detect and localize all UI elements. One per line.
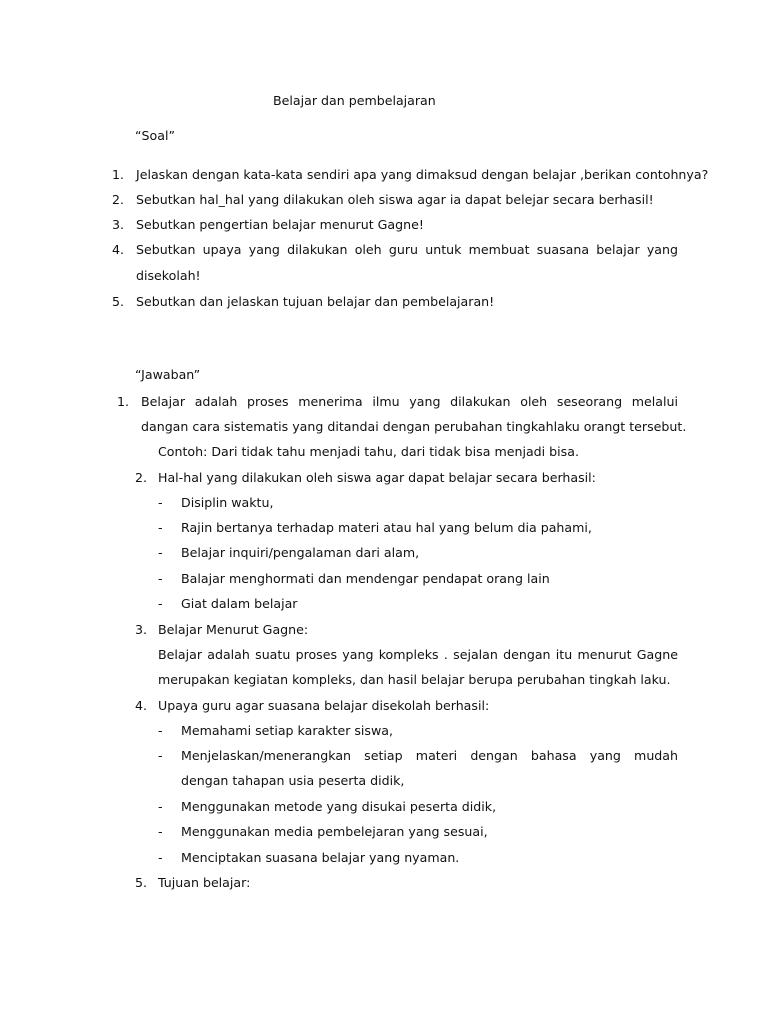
- soal-item-text: Jelaskan dengan kata-kata sendiri apa yang dimaksud dengan belajar ,berikan contohnya?: [136, 167, 709, 182]
- soal-item-text: Sebutkan hal_hal yang dilakukan oleh siswa agar ia dapat belejar secara berhasil!: [136, 192, 654, 207]
- soal-item-text-continued: disekolah!: [136, 268, 201, 283]
- answer-1-line: dangan cara sistematis yang ditandai dengan perubahan tingkahlaku orangt tersebut.: [141, 419, 687, 434]
- list-item: Giat dalam belajar: [181, 596, 298, 611]
- list-item: Menggunakan metode yang disukai peserta didik,: [181, 799, 497, 814]
- answer-3-line: Belajar adalah suatu proses yang kompleks . sejalan dengan itu menurut Gagne: [158, 647, 678, 662]
- soal-item-text: Sebutkan pengertian belajar menurut Gagne!: [136, 217, 424, 232]
- answer-number: 5.: [135, 875, 148, 890]
- answer-number: 3.: [135, 622, 148, 637]
- list-item: Menggunakan media pembelejaran yang sesuai,: [181, 824, 488, 839]
- soal-number: 4.: [112, 242, 125, 257]
- bullet-dash: -: [158, 799, 163, 814]
- bullet-dash: -: [158, 824, 163, 839]
- answer-3-title: Belajar Menurut Gagne:: [158, 622, 309, 637]
- answer-3-line: merupakan kegiatan kompleks, dan hasil belajar berupa perubahan tingkah laku.: [158, 672, 671, 687]
- soal-heading: “Soal”: [135, 128, 175, 143]
- answer-number: 1.: [117, 394, 130, 409]
- answer-number: 4.: [135, 698, 148, 713]
- bullet-dash: -: [158, 520, 163, 535]
- soal-number: 5.: [112, 294, 125, 309]
- bullet-dash: -: [158, 850, 163, 865]
- list-item: Rajin bertanya terhadap materi atau hal yang belum dia pahami,: [181, 520, 592, 535]
- bullet-dash: -: [158, 545, 163, 560]
- soal-number: 1.: [112, 167, 125, 182]
- soal-item-text: Sebutkan dan jelaskan tujuan belajar dan pembelajaran!: [136, 294, 495, 309]
- bullet-dash: -: [158, 748, 163, 763]
- list-item: Balajar menghormati dan mendengar pendapat orang lain: [181, 571, 550, 586]
- list-item-continued: dengan tahapan usia peserta didik,: [181, 773, 405, 788]
- answer-number: 2.: [135, 470, 148, 485]
- answer-1-example: Contoh: Dari tidak tahu menjadi tahu, dari tidak bisa menjadi bisa.: [158, 444, 579, 459]
- bullet-dash: -: [158, 571, 163, 586]
- list-item: Memahami setiap karakter siswa,: [181, 723, 394, 738]
- soal-number: 2.: [112, 192, 125, 207]
- document-title: Belajar dan pembelajaran: [273, 93, 436, 108]
- soal-number: 3.: [112, 217, 125, 232]
- list-item: Menjelaskan/menerangkan setiap materi dengan bahasa yang mudah: [181, 748, 678, 763]
- jawaban-heading: “Jawaban”: [135, 367, 201, 382]
- bullet-dash: -: [158, 495, 163, 510]
- list-item: Menciptakan suasana belajar yang nyaman.: [181, 850, 460, 865]
- answer-4-title: Upaya guru agar suasana belajar disekolah berhasil:: [158, 698, 490, 713]
- bullet-dash: -: [158, 723, 163, 738]
- list-item: Disiplin waktu,: [181, 495, 274, 510]
- answer-5-title: Tujuan belajar:: [158, 875, 251, 890]
- list-item: Belajar inquiri/pengalaman dari alam,: [181, 545, 420, 560]
- answer-2-title: Hal-hal yang dilakukan oleh siswa agar dapat belajar secara berhasil:: [158, 470, 596, 485]
- soal-item-text: Sebutkan upaya yang dilakukan oleh guru untuk membuat suasana belajar yang: [136, 242, 678, 257]
- bullet-dash: -: [158, 596, 163, 611]
- answer-1-line: Belajar adalah proses menerima ilmu yang dilakukan oleh seseorang melalui: [141, 394, 678, 409]
